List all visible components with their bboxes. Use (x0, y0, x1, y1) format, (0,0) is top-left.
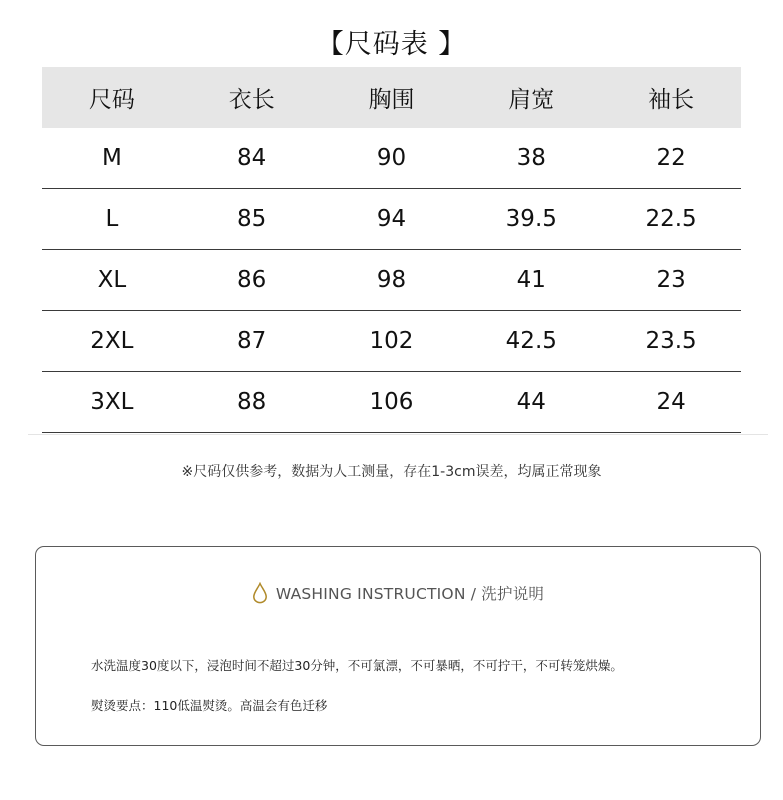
header-sleeve: 袖长 (601, 67, 741, 128)
cell-size: M (42, 128, 182, 189)
washing-heading (36, 582, 760, 604)
header-shoulder: 肩宽 (461, 67, 601, 128)
table-row (42, 372, 741, 433)
washing-instruction-line: 水洗温度30度以下，浸泡时间不超过30分钟，不可氯漂，不可暴晒，不可拧干，不可转笼烘燥。 (91, 658, 623, 673)
cell-shoulder: 41 (461, 250, 601, 311)
table-header-row (42, 67, 741, 128)
cell-chest: 98 (322, 250, 462, 311)
washing-instructions-box (35, 546, 761, 746)
cell-sleeve: 23.5 (601, 311, 741, 372)
table-row (42, 189, 741, 250)
cell-size: 2XL (42, 311, 182, 372)
cell-shoulder: 44 (461, 372, 601, 433)
table-row (42, 311, 741, 372)
cell-length: 88 (182, 372, 322, 433)
header-chest: 胸围 (322, 67, 462, 128)
cell-sleeve: 22.5 (601, 189, 741, 250)
cell-chest: 106 (322, 372, 462, 433)
cell-sleeve: 23 (601, 250, 741, 311)
header-size: 尺码 (42, 67, 182, 128)
measurement-note: ※尺码仅供参考，数据为人工测量，存在1-3cm误差，均属正常现象 (181, 464, 602, 480)
cell-size: XL (42, 250, 182, 311)
size-chart-title: 【尺码表 】 (316, 29, 467, 60)
cell-sleeve: 24 (601, 372, 741, 433)
cell-shoulder: 42.5 (461, 311, 601, 372)
cell-size: L (42, 189, 182, 250)
cell-chest: 102 (322, 311, 462, 372)
header-length: 衣长 (182, 67, 322, 128)
cell-shoulder: 39.5 (461, 189, 601, 250)
cell-chest: 94 (322, 189, 462, 250)
section-divider (28, 434, 768, 435)
table-row (42, 128, 741, 189)
water-drop-icon (252, 582, 268, 604)
cell-length: 85 (182, 189, 322, 250)
washing-heading-text: WASHING INSTRUCTION / 洗护说明 (275, 585, 545, 603)
cell-size: 3XL (42, 372, 182, 433)
table-row (42, 250, 741, 311)
size-chart-table (42, 67, 741, 433)
cell-chest: 90 (322, 128, 462, 189)
cell-length: 86 (182, 250, 322, 311)
cell-sleeve: 22 (601, 128, 741, 189)
cell-length: 84 (182, 128, 322, 189)
cell-length: 87 (182, 311, 322, 372)
cell-shoulder: 38 (461, 128, 601, 189)
ironing-instruction-line: 熨烫要点：110低温熨烫。高温会有色迁移 (91, 698, 328, 713)
